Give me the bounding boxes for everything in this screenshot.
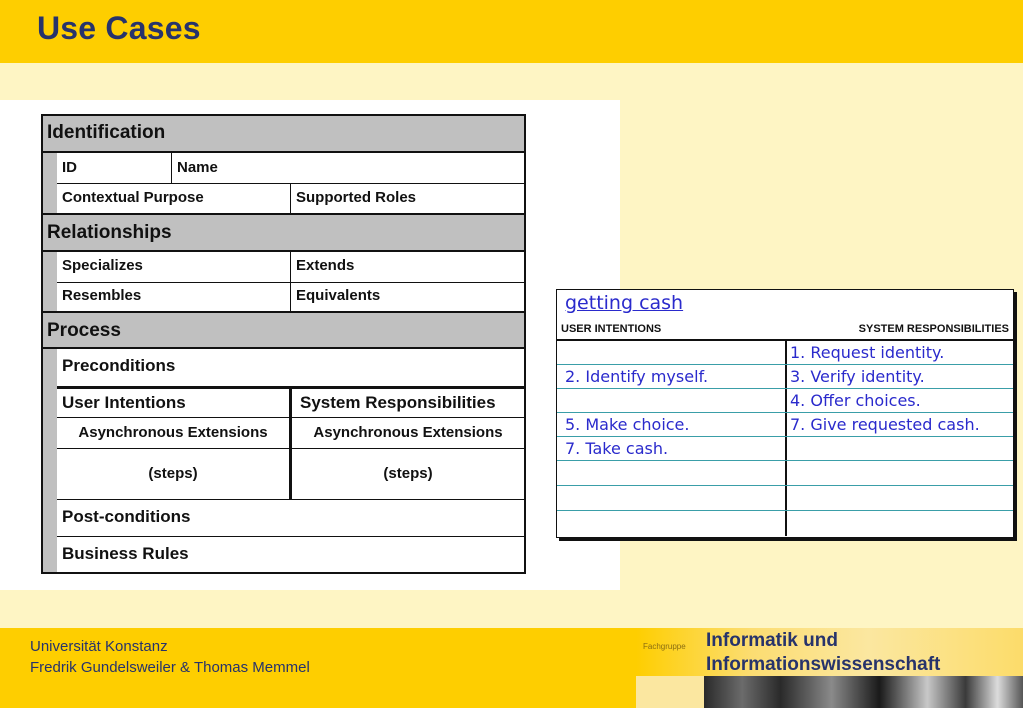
field-contextual-purpose: Contextual Purpose [62, 189, 204, 206]
logo-prefix: Fachgruppe [643, 642, 686, 651]
col-header-user-intentions: USER INTENTIONS [561, 323, 662, 335]
row-line [557, 412, 1013, 413]
row-line [557, 485, 1013, 486]
field-resembles: Resembles [62, 287, 142, 304]
field-name: Name [177, 159, 218, 176]
footer-authors: Fredrik Gundelsweiler & Thomas Memmel [30, 659, 310, 676]
row-line [557, 364, 1013, 365]
system-step: 7. Give requested cash. [790, 415, 980, 434]
field-id: ID [62, 159, 77, 176]
system-step: 4. Offer choices. [790, 391, 921, 410]
field-equivalents: Equivalents [296, 287, 381, 304]
row-line [557, 436, 1013, 437]
divider [785, 340, 787, 536]
user-step: 7. Take cash. [565, 439, 669, 458]
section-identification: Identification [43, 116, 524, 153]
field-preconditions: Preconditions [62, 356, 176, 375]
field-postconditions: Post-conditions [62, 507, 191, 526]
field-extends: Extends [296, 257, 355, 274]
field-user-intentions: User Intentions [62, 393, 186, 412]
department-logo [636, 628, 1023, 708]
field-system-responsibilities: System Responsibilities [300, 393, 496, 412]
logo-line-1: Informatik und [706, 630, 838, 651]
section-process: Process [43, 311, 524, 349]
field-specializes: Specializes [62, 257, 143, 274]
system-step: 1. Request identity. [790, 343, 945, 362]
field-supported-roles: Supported Roles [296, 189, 417, 206]
use-case-card [556, 289, 1014, 538]
row-line [557, 388, 1013, 389]
logo-background [636, 676, 704, 708]
col-header-system-responsibilities: SYSTEM RESPONSIBILITIES [858, 323, 1009, 335]
field-steps-right: (steps) [383, 465, 433, 482]
row-line [557, 460, 1013, 461]
field-async-extensions-right: Asynchronous Extensions [313, 424, 503, 441]
user-step: 2. Identify myself. [565, 367, 709, 386]
field-async-extensions-left: Asynchronous Extensions [78, 424, 268, 441]
field-business-rules: Business Rules [62, 544, 189, 563]
slide-title: Use Cases [37, 10, 201, 46]
footer-university: Universität Konstanz [30, 638, 168, 655]
field-steps-left: (steps) [148, 465, 198, 482]
logo-photo-strip [704, 676, 1023, 708]
system-step: 3. Verify identity. [790, 367, 925, 386]
user-step: 5. Make choice. [565, 415, 690, 434]
use-case-title: getting cash [565, 292, 684, 314]
row-line [557, 510, 1013, 511]
section-relationships: Relationships [43, 213, 524, 252]
logo-line-2: Informationswissenschaft [706, 654, 941, 675]
use-case-template [41, 114, 526, 574]
